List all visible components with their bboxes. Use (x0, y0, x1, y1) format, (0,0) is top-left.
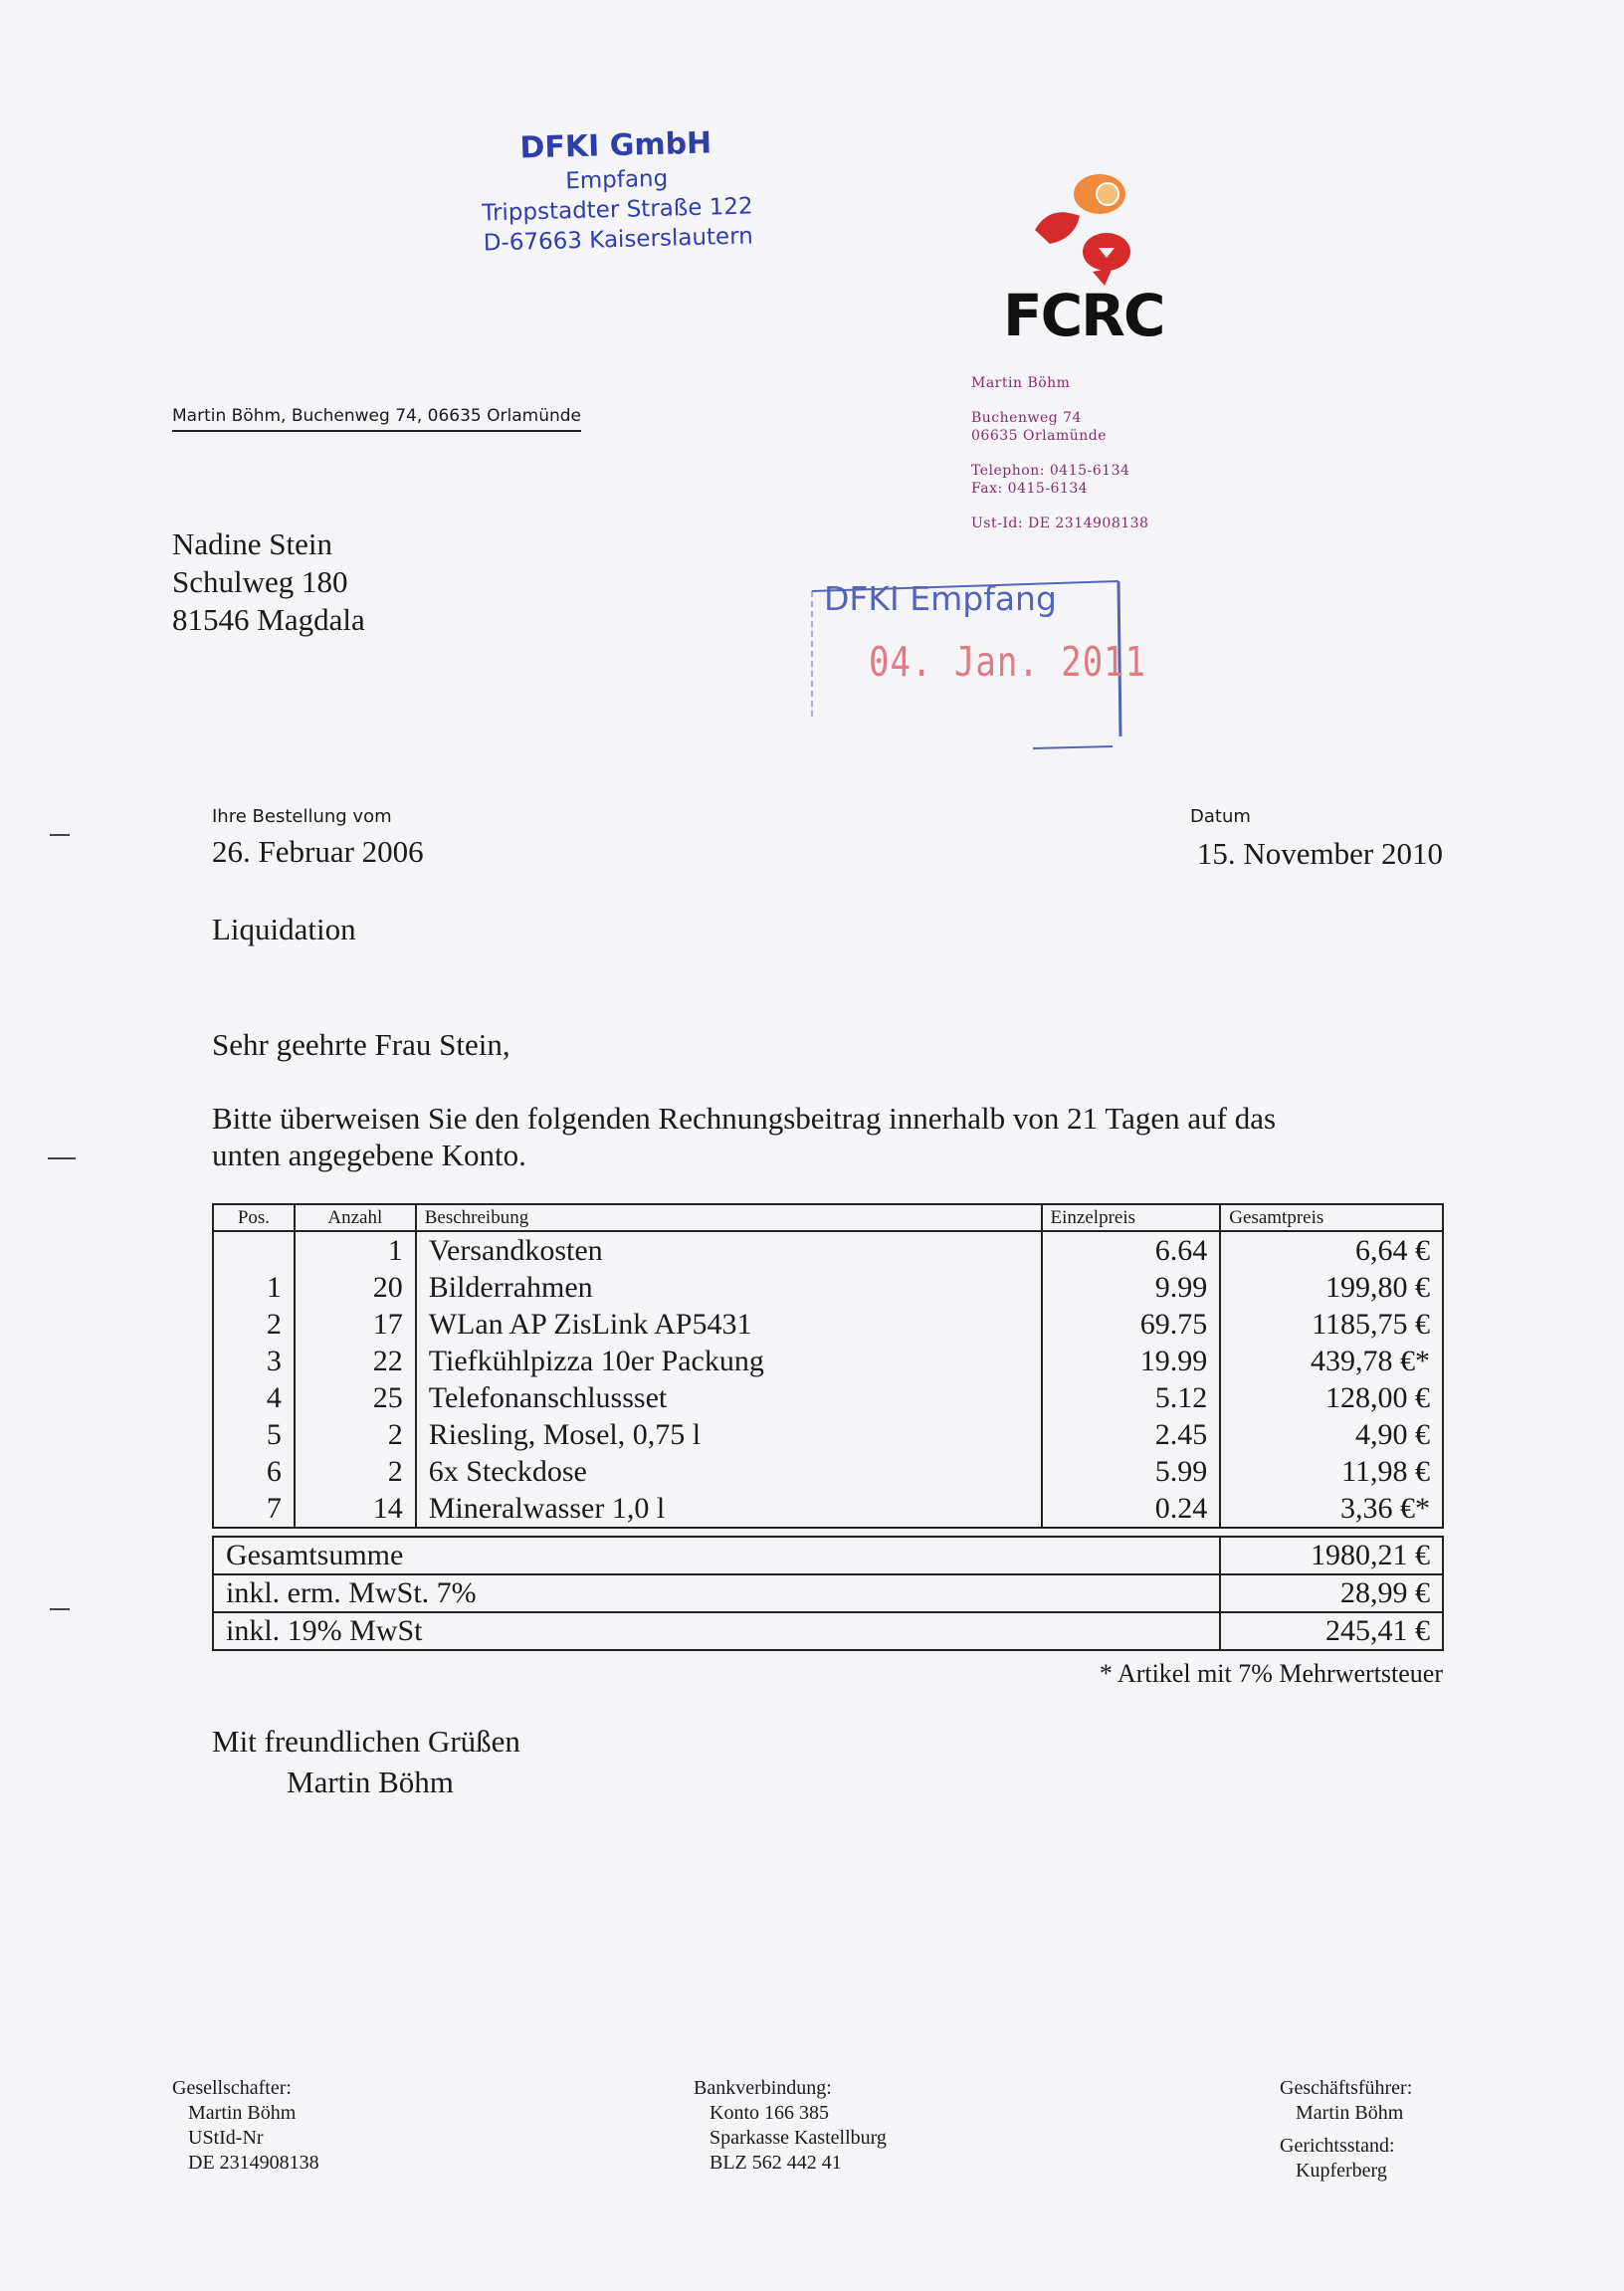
cell-qty: 20 (295, 1269, 416, 1306)
footer-line: Sparkasse Kastellburg (710, 2127, 887, 2149)
footer-col-bank (694, 2076, 887, 2176)
invoice-table (212, 1203, 1444, 1529)
cell-desc: WLan AP ZisLink AP5431 (416, 1306, 1042, 1343)
table-row (213, 1490, 1443, 1528)
cell-unit: 6.64 (1042, 1231, 1221, 1269)
return-address: Martin Böhm, Buchenweg 74, 06635 Orlamünde (172, 406, 581, 432)
cell-total: 128,00 € (1220, 1379, 1443, 1416)
totals-row (213, 1574, 1443, 1612)
cell-desc: Versandkosten (416, 1231, 1042, 1269)
body-line-2: unten angegebene Konto. (212, 1138, 526, 1172)
col-header-desc: Beschreibung (416, 1204, 1042, 1231)
footer-line: UStId-Nr (188, 2127, 264, 2149)
footer-line: BLZ 562 442 41 (710, 2152, 842, 2174)
cell-qty: 14 (295, 1490, 416, 1528)
cell-unit: 5.12 (1042, 1379, 1221, 1416)
table-row (213, 1269, 1443, 1306)
cell-pos: 6 (213, 1453, 295, 1490)
cell-desc: Tiefkühlpizza 10er Packung (416, 1343, 1042, 1379)
cell-total: 1185,75 € (1220, 1306, 1443, 1343)
sender-street: Buchenweg 74 (971, 410, 1082, 426)
recipient-street: Schulweg 180 (172, 564, 348, 599)
totals-row (213, 1537, 1443, 1574)
received-stamp-title: DFKI Empfang (824, 579, 1057, 618)
col-header-total: Gesamtpreis (1220, 1204, 1443, 1231)
footer-title: Gesellschafter: (172, 2077, 292, 2099)
totals-label: inkl. 19% MwSt (213, 1612, 1220, 1650)
fcrc-logo-text: FCRC (1003, 282, 1164, 349)
footer-col-management (1280, 2076, 1412, 2184)
footer-line: Martin Böhm (188, 2102, 297, 2124)
cell-qty: 25 (295, 1379, 416, 1416)
fold-mark (50, 1608, 70, 1610)
cell-desc: 6x Steckdose (416, 1453, 1042, 1490)
totals-row (213, 1612, 1443, 1650)
footer-title: Gerichtsstand: (1280, 2135, 1395, 2157)
cell-pos: 1 (213, 1269, 295, 1306)
cell-total: 439,78 €* (1220, 1343, 1443, 1379)
cell-unit: 69.75 (1042, 1306, 1221, 1343)
dfki-address-stamp (451, 123, 782, 260)
sender-phone: Telephon: 0415-6134 (971, 463, 1130, 479)
cell-pos: 4 (213, 1379, 295, 1416)
fold-mark (50, 834, 70, 836)
salutation: Sehr geehrte Frau Stein, (212, 1027, 510, 1062)
totals-value: 1980,21 € (1220, 1537, 1443, 1574)
cell-desc: Mineralwasser 1,0 l (416, 1490, 1042, 1528)
datum-date: 15. November 2010 (1196, 836, 1443, 871)
cell-pos: 2 (213, 1306, 295, 1343)
totals-value: 245,41 € (1220, 1612, 1443, 1650)
col-header-unit: Einzelpreis (1042, 1204, 1221, 1231)
table-row (213, 1231, 1443, 1269)
cell-unit: 2.45 (1042, 1416, 1221, 1453)
cell-total: 11,98 € (1220, 1453, 1443, 1490)
table-header-row (213, 1204, 1443, 1231)
footer-line: Kupferberg (1296, 2160, 1387, 2182)
sender-ust: Ust-Id: DE 2314908138 (971, 516, 1149, 531)
sender-name: Martin Böhm (971, 375, 1071, 391)
subject: Liquidation (212, 912, 356, 946)
cell-desc: Telefonanschlussset (416, 1379, 1042, 1416)
vat-footnote: * Artikel mit 7% Mehrwertsteuer (1099, 1659, 1443, 1688)
footer-line: Konto 166 385 (710, 2102, 829, 2124)
cell-desc: Riesling, Mosel, 0,75 l (416, 1416, 1042, 1453)
cell-pos: 7 (213, 1490, 295, 1528)
col-header-qty: Anzahl (295, 1204, 416, 1231)
footer-line: Martin Böhm (1296, 2102, 1404, 2124)
datum-label: Datum (1190, 806, 1251, 827)
order-date: 26. Februar 2006 (212, 834, 424, 869)
closing-signature-name: Martin Böhm (287, 1765, 454, 1799)
table-row (213, 1379, 1443, 1416)
body-line-1: Bitte überweisen Sie den folgenden Rechnungsbeitrag innerhalb von 21 Tagen auf das (212, 1101, 1277, 1136)
table-row (213, 1453, 1443, 1490)
sender-info (971, 374, 1148, 532)
cell-qty: 17 (295, 1306, 416, 1343)
cell-qty: 1 (295, 1231, 416, 1269)
cell-total: 6,64 € (1220, 1231, 1443, 1269)
footer-title: Bankverbindung: (694, 2077, 832, 2099)
recipient-address (172, 525, 365, 639)
order-date-label: Ihre Bestellung vom (212, 806, 392, 827)
cell-total: 4,90 € (1220, 1416, 1443, 1453)
closing-greeting: Mit freundlichen Grüßen (212, 1724, 520, 1759)
stamp-line-dept: Empfang (564, 165, 669, 195)
stamp-line-city: D-67663 Kaiserslautern (483, 223, 754, 257)
footer-col-shareholder (172, 2076, 319, 2176)
totals-table (212, 1536, 1444, 1651)
totals-label: inkl. erm. MwSt. 7% (213, 1574, 1220, 1612)
sender-city: 06635 Orlamünde (971, 428, 1108, 444)
cell-desc: Bilderrahmen (416, 1269, 1042, 1306)
stamp-line-company: DFKI GmbH (519, 125, 712, 166)
fcrc-logo-icon (995, 164, 1184, 353)
cell-qty: 2 (295, 1453, 416, 1490)
totals-label: Gesamtsumme (213, 1537, 1220, 1574)
cell-pos (213, 1231, 295, 1269)
fold-mark (48, 1157, 76, 1159)
stamp-line-street: Trippstadter Straße 122 (482, 193, 753, 227)
footer-line: DE 2314908138 (188, 2152, 319, 2174)
col-header-pos: Pos. (213, 1204, 295, 1231)
cell-pos: 3 (213, 1343, 295, 1379)
table-row (213, 1343, 1443, 1379)
recipient-name: Nadine Stein (172, 526, 332, 561)
table-row (213, 1416, 1443, 1453)
table-row (213, 1306, 1443, 1343)
cell-unit: 19.99 (1042, 1343, 1221, 1379)
totals-value: 28,99 € (1220, 1574, 1443, 1612)
cell-total: 199,80 € (1220, 1269, 1443, 1306)
cell-unit: 0.24 (1042, 1490, 1221, 1528)
cell-unit: 5.99 (1042, 1453, 1221, 1490)
cell-qty: 22 (295, 1343, 416, 1379)
cell-unit: 9.99 (1042, 1269, 1221, 1306)
cell-pos: 5 (213, 1416, 295, 1453)
cell-total: 3,36 €* (1220, 1490, 1443, 1528)
footer-title: Geschäftsführer: (1280, 2077, 1413, 2099)
received-stamp-date: 04. Jan. 2011 (869, 639, 1147, 687)
sender-fax: Fax: 0415-6134 (971, 481, 1089, 497)
recipient-city: 81546 Magdala (172, 602, 365, 637)
cell-qty: 2 (295, 1416, 416, 1453)
